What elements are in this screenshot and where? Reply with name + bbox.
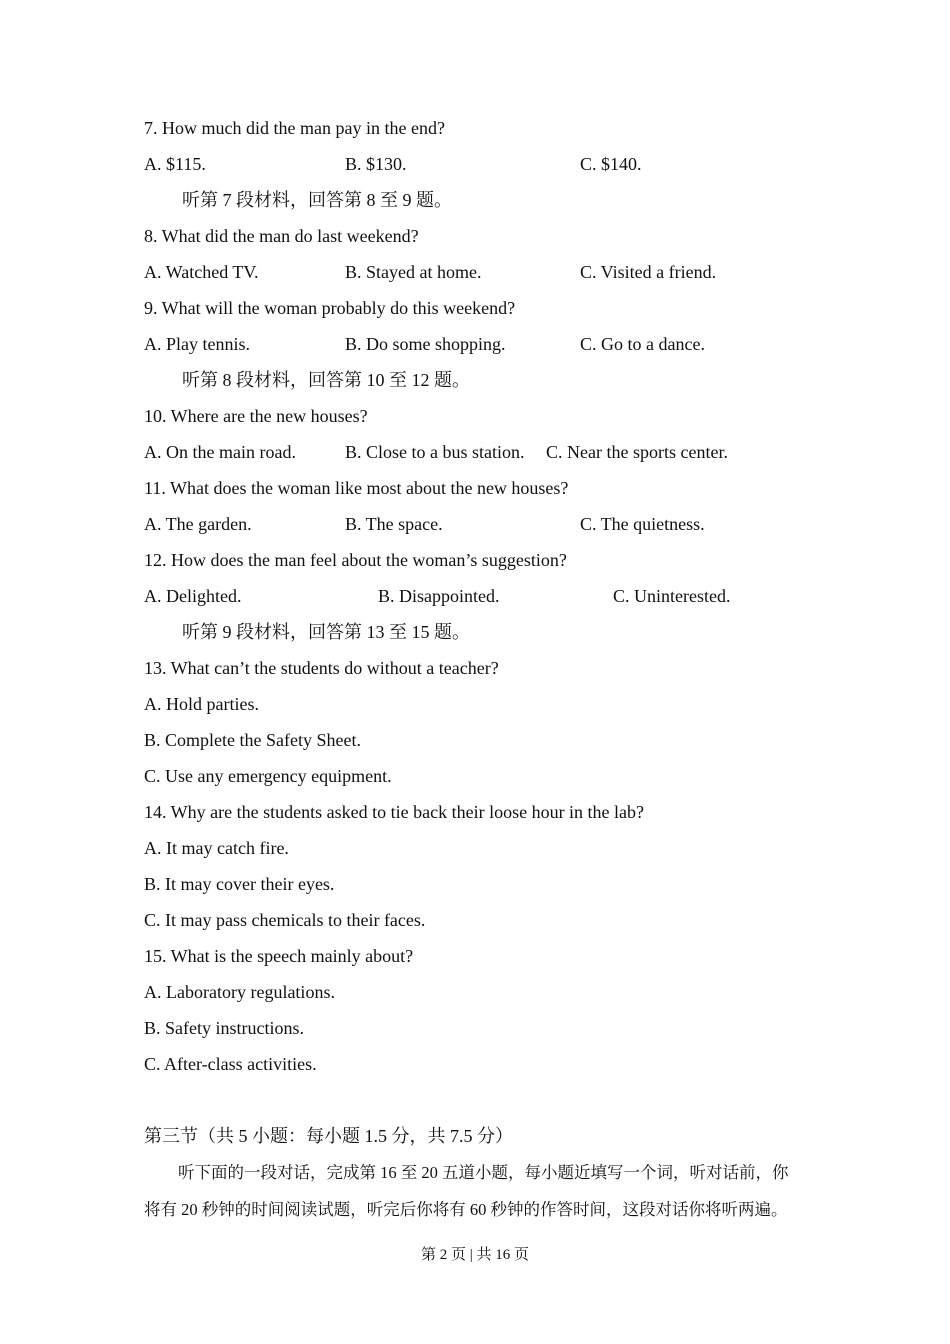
options-12 <box>144 578 824 614</box>
options-11 <box>144 506 824 542</box>
question-7: 7. How much did the man pay in the end? <box>144 118 445 138</box>
option-c: C. Uninterested. <box>613 586 731 606</box>
option-b: B. The space. <box>345 514 443 534</box>
question-11: 11. What does the woman like most about the new houses? <box>144 478 569 498</box>
option-c: C. Go to a dance. <box>580 334 705 354</box>
option-a: A. Watched TV. <box>144 262 259 282</box>
question-8: 8. What did the man do last weekend? <box>144 226 419 246</box>
option-b: B. Safety instructions. <box>144 1018 304 1038</box>
option-c: C. Use any emergency equipment. <box>144 766 392 786</box>
section-3-instructions-line-1: 听下面的一段对话，完成第 16 至 20 五道小题，每小题近填写一个词，听对话前，你 <box>178 1163 789 1182</box>
option-b: B. Close to a bus station. <box>345 442 525 462</box>
options-9 <box>144 326 824 362</box>
option-c: C. $140. <box>580 154 642 174</box>
option-a: A. Play tennis. <box>144 334 250 354</box>
section-3-instructions-line-2: 将有 20 秒钟的时间阅读试题，听完后你将有 60 秒钟的作答时间，这段对话你将听两遍。 <box>144 1200 788 1219</box>
section-3-title: 第三节（共 5 小题：每小题 1.5 分，共 7.5 分） <box>144 1126 513 1146</box>
option-a: A. Laboratory regulations. <box>144 982 335 1002</box>
question-9: 9. What will the woman probably do this weekend? <box>144 298 516 318</box>
option-c: C. Near the sports center. <box>546 442 728 462</box>
options-10 <box>144 434 824 470</box>
option-a: A. The garden. <box>144 514 252 534</box>
option-b: B. Stayed at home. <box>345 262 482 282</box>
option-c: C. It may pass chemicals to their faces. <box>144 910 426 930</box>
option-c: C. After-class activities. <box>144 1054 317 1074</box>
option-b: B. Complete the Safety Sheet. <box>144 730 361 750</box>
option-a: A. Delighted. <box>144 586 242 606</box>
option-a: A. On the main road. <box>144 442 296 462</box>
options-7 <box>144 146 824 182</box>
option-b: B. $130. <box>345 154 407 174</box>
page-footer: 第 2 页 | 共 16 页 <box>420 1247 529 1263</box>
question-15: 15. What is the speech mainly about? <box>144 946 414 966</box>
question-10: 10. Where are the new houses? <box>144 406 368 426</box>
question-12: 12. How does the man feel about the woman’s suggestion? <box>144 550 567 570</box>
option-b: B. Do some shopping. <box>345 334 506 354</box>
option-a: A. $115. <box>144 154 206 174</box>
option-b: B. Disappointed. <box>378 586 500 606</box>
options-8 <box>144 254 824 290</box>
exam-page <box>144 110 824 1228</box>
option-a: A. It may catch fire. <box>144 838 289 858</box>
section-intro-9: 听第 9 段材料，回答第 13 至 15 题。 <box>182 622 470 642</box>
question-13: 13. What can’t the students do without a teacher? <box>144 658 499 678</box>
option-b: B. It may cover their eyes. <box>144 874 335 894</box>
section-intro-8: 听第 8 段材料，回答第 10 至 12 题。 <box>182 370 470 390</box>
spacer <box>144 1082 824 1118</box>
option-c: C. The quietness. <box>580 514 705 534</box>
section-intro-7: 听第 7 段材料，回答第 8 至 9 题。 <box>182 190 452 210</box>
option-c: C. Visited a friend. <box>580 262 717 282</box>
question-14: 14. Why are the students asked to tie back their loose hour in the lab? <box>144 802 645 822</box>
option-a: A. Hold parties. <box>144 694 259 714</box>
